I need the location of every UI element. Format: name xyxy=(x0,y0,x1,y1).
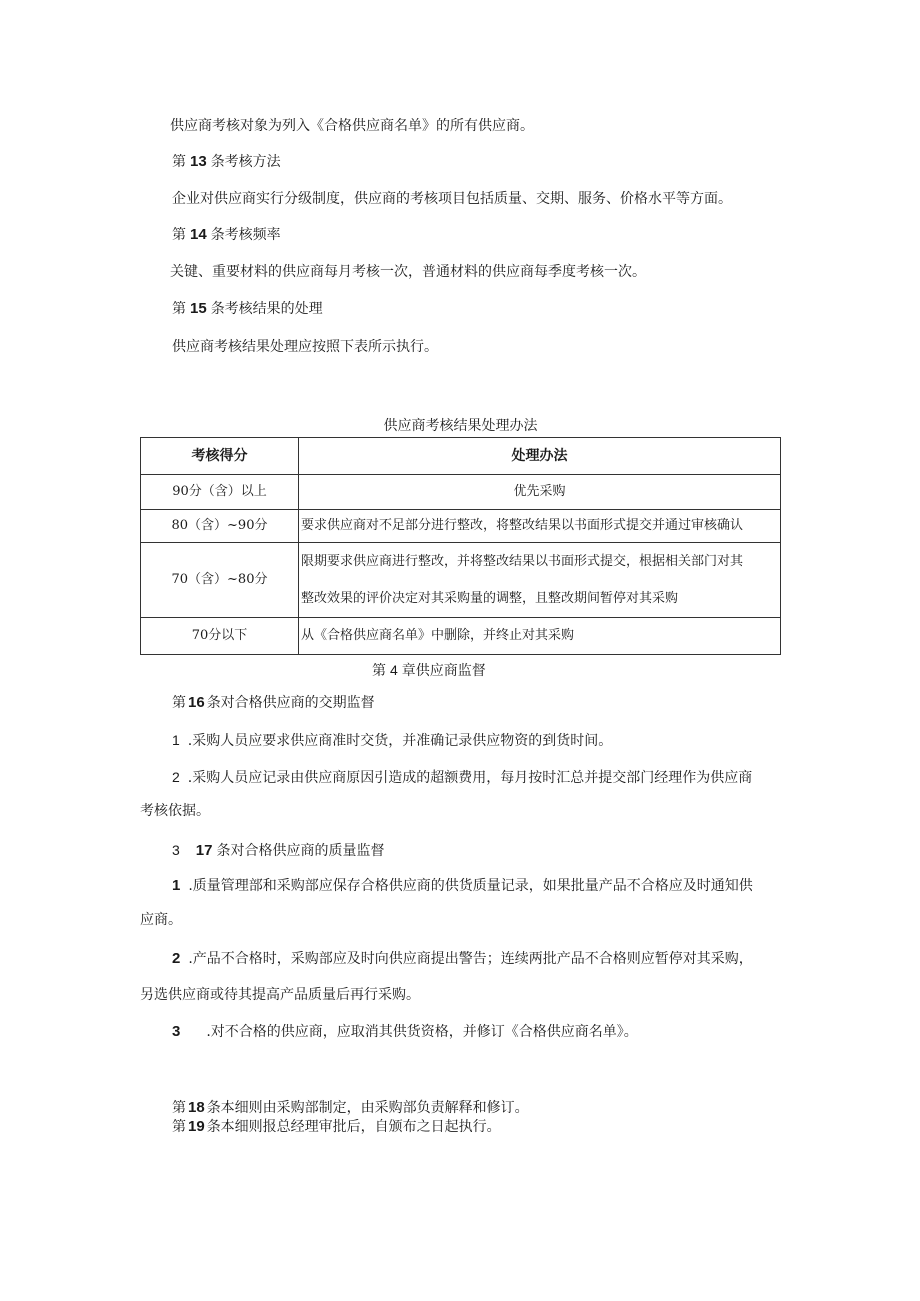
table-header-row xyxy=(141,438,781,475)
article-16-item-2-cont: 考核依据。 xyxy=(140,803,210,819)
paragraph-scope: 供应商考核对象为列入《合格供应商名单》的所有供应商。 xyxy=(170,118,534,134)
score-cell: 80（含）~90分 xyxy=(141,510,299,543)
action-cell: 优先采购 xyxy=(299,475,781,510)
table-row xyxy=(141,543,781,618)
article-17-item-1-cont: 应商。 xyxy=(140,912,182,928)
action-line-2: 整改效果的评价决定对其采购量的调整，且整改期间暂停对其采购 xyxy=(301,591,679,606)
article-16-item-1: 1 .采购人员应要求供应商准时交货，并准确记录供应物资的到货时间。 xyxy=(172,732,613,749)
article-18: 第 18 条本细则由采购部制定，由采购部负责解释和修订。 xyxy=(172,1099,529,1116)
table-title: 供应商考核结果处理办法 xyxy=(383,418,538,434)
article-17-heading: 3 17 条对合格供应商的质量监督 xyxy=(172,842,385,859)
action-cell: 从《合格供应商名单》中删除，并终止对其采购 xyxy=(299,618,781,655)
article-17-item-3: 3 .对不合格的供应商，应取消其供货资格，并修订《合格供应商名单》。 xyxy=(172,1023,638,1040)
chapter-4-heading: 第 4 章供应商监督 xyxy=(372,662,486,679)
action-cell xyxy=(299,543,781,618)
paragraph-method: 企业对供应商实行分级制度，供应商的考核项目包括质量、交期、服务、价格水平等方面。 xyxy=(172,191,732,207)
table-row xyxy=(141,510,781,543)
article-16-item-2: 2 .采购人员应记录由供应商原因引造成的超额费用，每月按时汇总并提交部门经理作为供应商 xyxy=(172,769,753,786)
result-table xyxy=(140,437,781,655)
score-cell: 70分以下 xyxy=(141,618,299,655)
article-17-item-2: 2 .产品不合格时，采购部应及时向供应商提出警告；连续两批产品不合格则应暂停对其采购， xyxy=(172,950,753,967)
action-line-1: 限期要求供应商进行整改，并将整改结果以书面形式提交，根据相关部门对其 xyxy=(301,554,744,569)
paragraph-frequency: 关键、重要材料的供应商每月考核一次，普通材料的供应商每季度考核一次。 xyxy=(170,264,646,280)
article-19: 第 19 条本细则报总经理审批后，自颁布之日起执行。 xyxy=(172,1118,501,1135)
article-13-heading: 第 13 条考核方法 xyxy=(172,153,281,170)
header-action: 处理办法 xyxy=(299,438,781,475)
article-17-item-1: 1 .质量管理部和采购部应保存合格供应商的供货质量记录，如果批量产品不合格应及时通知供 xyxy=(172,877,753,894)
article-15-heading: 第 15 条考核结果的处理 xyxy=(172,300,323,317)
header-score: 考核得分 xyxy=(141,438,299,475)
article-16-heading: 第 16 条对合格供应商的交期监督 xyxy=(172,694,375,711)
paragraph-processing: 供应商考核结果处理应按照下表所示执行。 xyxy=(172,339,438,355)
table-row xyxy=(141,475,781,510)
action-cell: 要求供应商对不足部分进行整改，将整改结果以书面形式提交并通过审核确认 xyxy=(299,510,781,543)
article-17-item-2-cont: 另选供应商或待其提高产品质量后再行采购。 xyxy=(140,987,420,1003)
article-14-heading: 第 14 条考核频率 xyxy=(172,226,281,243)
score-cell: 90分（含）以上 xyxy=(141,475,299,510)
score-cell: 70（含）~80分 xyxy=(141,543,299,618)
table-row xyxy=(141,618,781,655)
